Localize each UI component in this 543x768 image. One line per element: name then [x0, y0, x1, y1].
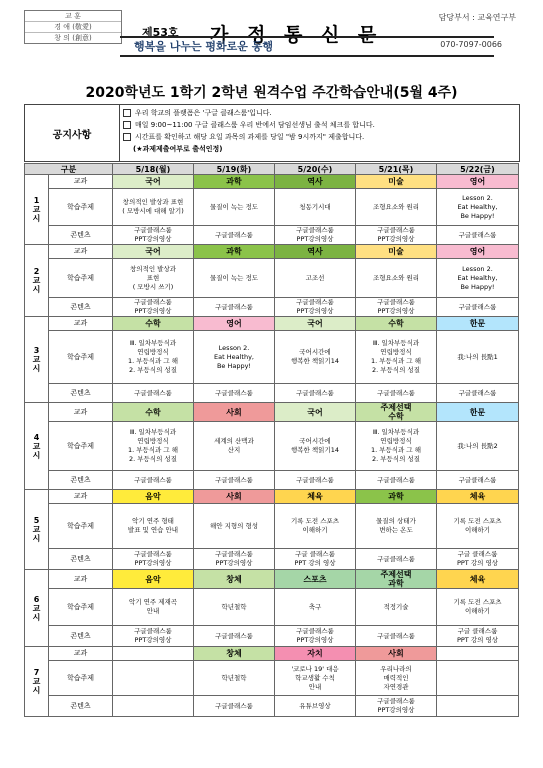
period-label: 5 교 시 — [25, 490, 49, 570]
content-cell: 구글클래스룸 PPT강의영상 — [113, 626, 194, 647]
topic-cell: 기록 도전 스포츠 이해하기 — [275, 504, 356, 549]
subject-cell: 스포츠 — [275, 570, 356, 589]
row-label-topic: 학습주제 — [49, 504, 113, 549]
topic-cell: '코로나 19' 대응 학교생활 수칙 안내 — [275, 661, 356, 696]
school-motto-box — [24, 10, 122, 44]
content-cell: 유튜브영상 — [275, 696, 356, 717]
row-label-topic: 학습주제 — [49, 661, 113, 696]
table-row — [25, 226, 519, 245]
table-row — [25, 549, 519, 570]
checkbox-icon — [123, 121, 131, 129]
topic-cell: 물질이 녹는 정도 — [194, 189, 275, 226]
period-label: 4 교 시 — [25, 403, 49, 490]
content-cell: 구글클래스룸 — [194, 626, 275, 647]
row-label-content: 콘텐츠 — [49, 298, 113, 317]
content-cell: 구글 클래스룸 PPT 강의 영상 — [437, 626, 519, 647]
subject-cell: 체육 — [275, 490, 356, 504]
table-row — [25, 384, 519, 403]
content-cell: 구글클래스룸 — [194, 298, 275, 317]
row-label-subject: 교과 — [49, 317, 113, 331]
topic-cell: Ⅲ. 일차부등식과 연립방정식 1. 부등식과 그 해 2. 부등식의 성질 — [113, 331, 194, 384]
table-row — [25, 422, 519, 471]
subject-cell: 한문 — [437, 317, 519, 331]
content-cell: 구글클래스룸 PPT강의영상 — [275, 298, 356, 317]
content-cell: 구글클래스룸 — [194, 384, 275, 403]
subject-cell: 미술 — [356, 175, 437, 189]
content-cell: 구글클래스룸 — [113, 384, 194, 403]
topic-cell: Ⅲ. 일차부등식과 연립방정식 1. 부등식과 그 해 2. 부등식의 성질 — [113, 422, 194, 471]
issue-number: 제53호 — [142, 26, 179, 39]
row-label-topic: 학습주제 — [49, 589, 113, 626]
weekly-schedule-table — [24, 163, 519, 717]
row-label-content: 콘텐츠 — [49, 626, 113, 647]
row-label-content: 콘텐츠 — [49, 549, 113, 570]
topic-cell: 我:나의 長點1 — [437, 331, 519, 384]
header-cell: 5/18(월) — [113, 164, 194, 175]
subject-cell: 수학 — [356, 317, 437, 331]
content-cell: 구글클래스룸 — [194, 696, 275, 717]
subject-cell: 국어 — [113, 175, 194, 189]
subject-cell: 국어 — [113, 245, 194, 259]
row-label-subject: 교과 — [49, 245, 113, 259]
content-cell: 구글클래스룸 — [437, 298, 519, 317]
content-cell: 구글클래스룸 — [437, 471, 519, 490]
header-cell: 5/22(금) — [437, 164, 519, 175]
table-row — [25, 570, 519, 589]
topic-cell: 국어시간에 행복한 책읽기14 — [275, 331, 356, 384]
content-cell: 구글클래스룸 PPT강의영상 — [113, 298, 194, 317]
topic-cell: 우리나라의 매력적인 자연경관 — [356, 661, 437, 696]
row-label-topic: 학습주제 — [49, 331, 113, 384]
subject-cell: 영어 — [437, 245, 519, 259]
topic-cell: 물질이 녹는 정도 — [194, 259, 275, 298]
topic-cell: Ⅲ. 일차부등식과 연립방정식 1. 부등식과 그 해 2. 부등식의 성질 — [356, 331, 437, 384]
topic-cell: 기록 도전 스포츠 이해하기 — [437, 504, 519, 549]
subject-cell: 사회 — [194, 403, 275, 422]
row-label-content: 콘텐츠 — [49, 696, 113, 717]
notice-line: 매일 9:00~11:00 구글 클래스룸 우리 반에서 담임선생님 출석 체크를 합니다. — [123, 119, 375, 131]
department-info: 담당부서 : 교육연구부 — [438, 13, 516, 22]
motto-line: 교 훈 — [25, 11, 121, 22]
motto-line: 경 애 (敬愛) — [25, 22, 121, 33]
row-label-subject: 교과 — [49, 490, 113, 504]
subject-cell: 국어 — [275, 317, 356, 331]
row-label-topic: 학습주제 — [49, 189, 113, 226]
table-row — [25, 403, 519, 422]
subject-cell: 한문 — [437, 403, 519, 422]
subject-cell: 역사 — [275, 245, 356, 259]
page-title: 2020학년도 1학기 2학년 원격수업 주간학습안내(5월 4주) — [85, 85, 458, 101]
topic-cell — [113, 661, 194, 696]
content-cell: 구글클래스룸 PPT강의영상 — [356, 298, 437, 317]
topic-cell: 조형요소와 원리 — [356, 259, 437, 298]
topic-cell: 창의적인 발상과 표현 ( 모방시 쓰기) — [113, 259, 194, 298]
table-row — [25, 317, 519, 331]
content-cell: 구글클래스룸 — [437, 226, 519, 245]
subject-cell: 영어 — [437, 175, 519, 189]
content-cell: 구글클래스룸 — [356, 626, 437, 647]
period-label: 3 교 시 — [25, 317, 49, 403]
table-row — [25, 661, 519, 696]
topic-cell: 축구 — [275, 589, 356, 626]
topic-cell: 청동기시대 — [275, 189, 356, 226]
subject-cell: 영어 — [194, 317, 275, 331]
topic-cell: 악기 연주 형태 발표 및 연습 안내 — [113, 504, 194, 549]
topic-cell: 국어시간에 행복한 책읽기14 — [275, 422, 356, 471]
table-row — [25, 189, 519, 226]
content-cell: 구글클래스룸 PPT강의영상 — [113, 226, 194, 245]
table-header-row — [25, 164, 519, 175]
row-label-content: 콘텐츠 — [49, 471, 113, 490]
period-label: 7 교 시 — [25, 647, 49, 717]
content-cell: 구글클래스룸 — [275, 471, 356, 490]
table-row — [25, 504, 519, 549]
table-row — [25, 696, 519, 717]
subject-cell: 주제선택 수학 — [356, 403, 437, 422]
row-label-topic: 학습주제 — [49, 422, 113, 471]
row-label-subject: 교과 — [49, 647, 113, 661]
subject-cell: 창체 — [194, 570, 275, 589]
row-label-topic: 학습주제 — [49, 259, 113, 298]
content-cell: 구글클래스룸 — [194, 226, 275, 245]
table-row — [25, 490, 519, 504]
subject-cell: 음악 — [113, 570, 194, 589]
topic-cell — [437, 661, 519, 696]
row-label-subject: 교과 — [49, 403, 113, 422]
subject-cell: 체육 — [437, 490, 519, 504]
content-cell: 구글 클래스룸 PPT 강의 영상 — [437, 549, 519, 570]
content-cell: 구글클래스룸 — [194, 471, 275, 490]
subject-cell: 역사 — [275, 175, 356, 189]
topic-cell: 我:나의 長點2 — [437, 422, 519, 471]
table-row — [25, 471, 519, 490]
topic-cell: 창의적인 발상과 표현 ( 모방시에 대해 알기) — [113, 189, 194, 226]
topic-cell: Ⅲ. 일차부등식과 연립방정식 1. 부등식과 그 해 2. 부등식의 성질 — [356, 422, 437, 471]
subject-cell: 과학 — [194, 245, 275, 259]
subject-cell: 사회 — [194, 490, 275, 504]
notice-label: 공지사항 — [25, 105, 120, 161]
subject-cell: 과학 — [194, 175, 275, 189]
topic-cell: Lesson 2. Eat Healthy, Be Happy! — [437, 189, 519, 226]
content-cell: 구글클래스룸 PPT강의영상 — [275, 226, 356, 245]
content-cell: 구글클래스룸 — [437, 384, 519, 403]
row-label-content: 콘텐츠 — [49, 384, 113, 403]
subject-cell: 자치 — [275, 647, 356, 661]
period-label: 6 교 시 — [25, 570, 49, 647]
subject-cell: 과학 — [356, 490, 437, 504]
content-cell: 구글클래스룸 — [356, 549, 437, 570]
content-cell: 구글클래스룸 — [113, 471, 194, 490]
topic-cell: 악기 연주 제재곡 안내 — [113, 589, 194, 626]
notice-line: (★과제제출여부로 출석인정) — [133, 145, 223, 153]
table-row — [25, 647, 519, 661]
notice-lines — [123, 107, 375, 155]
checkbox-icon — [123, 133, 131, 141]
row-label-subject: 교과 — [49, 570, 113, 589]
row-label-subject: 교과 — [49, 175, 113, 189]
notice-line: 우리 학교의 플랫폼은 '구글 클래스룸'입니다. — [123, 107, 375, 119]
row-label-content: 콘텐츠 — [49, 226, 113, 245]
subject-cell: 체육 — [437, 570, 519, 589]
topic-cell: 물질의 상태가 변하는 온도 — [356, 504, 437, 549]
table-row — [25, 589, 519, 626]
subject-cell: 창체 — [194, 647, 275, 661]
subject-cell — [437, 647, 519, 661]
subject-cell — [113, 647, 194, 661]
content-cell: 구글클래스룸 PPT강의영상 — [356, 226, 437, 245]
topic-cell: 기록 도전 스포츠 이해하기 — [437, 589, 519, 626]
header-cell: 5/20(수) — [275, 164, 356, 175]
content-cell: 구글클래스룸 PPT강의영상 — [356, 696, 437, 717]
topic-cell: 학년철학 — [194, 661, 275, 696]
subject-cell: 미술 — [356, 245, 437, 259]
content-cell: 구글클래스룸 PPT강의영상 — [194, 549, 275, 570]
notice-line: 시간표를 확인하고 해당 요일 과목의 과제를 당일 "밤 9시까지" 제출합니다. — [123, 131, 375, 143]
header-cell: 5/19(화) — [194, 164, 275, 175]
period-label: 1 교 시 — [25, 175, 49, 245]
period-label: 2 교 시 — [25, 245, 49, 317]
subject-cell: 국어 — [275, 403, 356, 422]
table-row — [25, 175, 519, 189]
table-row — [25, 259, 519, 298]
topic-cell: Lesson 2. Eat Healthy, Be Happy! — [194, 331, 275, 384]
topic-cell: 고조선 — [275, 259, 356, 298]
header-cell: 구분 — [25, 164, 113, 175]
topic-cell: 해안 지형의 형성 — [194, 504, 275, 549]
table-row — [25, 245, 519, 259]
subject-cell: 수학 — [113, 403, 194, 422]
subject-cell: 수학 — [113, 317, 194, 331]
topic-cell: 적정기술 — [356, 589, 437, 626]
content-cell: 구글 클래스룸 PPT 강의 영상 — [275, 549, 356, 570]
topic-cell: 학년철학 — [194, 589, 275, 626]
content-cell: 구글클래스룸 PPT강의영상 — [275, 626, 356, 647]
subject-cell: 사회 — [356, 647, 437, 661]
content-cell — [113, 696, 194, 717]
notice-box — [24, 104, 520, 162]
newsletter-title: 가 정 통 신 문 — [210, 24, 383, 46]
subject-cell: 음악 — [113, 490, 194, 504]
header-cell: 5/21(목) — [356, 164, 437, 175]
content-cell: 구글클래스룸 — [356, 384, 437, 403]
table-row — [25, 626, 519, 647]
motto-line: 창 의 (創意) — [54, 34, 92, 42]
content-cell: 구글클래스룸 PPT강의영상 — [113, 549, 194, 570]
slogan-text: 행복을 나누는 평화로운 동행 — [134, 40, 273, 53]
table-row — [25, 331, 519, 384]
content-cell: 구글클래스룸 — [356, 471, 437, 490]
topic-cell: 조형요소와 원리 — [356, 189, 437, 226]
content-cell — [437, 696, 519, 717]
topic-cell: 세계의 산맥과 산지 — [194, 422, 275, 471]
topic-cell: Lesson 2. Eat Healthy, Be Happy! — [437, 259, 519, 298]
content-cell: 구글클래스룸 — [275, 384, 356, 403]
checkbox-icon — [123, 109, 131, 117]
subject-cell: 주제선택 과학 — [356, 570, 437, 589]
table-row — [25, 298, 519, 317]
phone-number: 070-7097-0066 — [440, 40, 502, 49]
